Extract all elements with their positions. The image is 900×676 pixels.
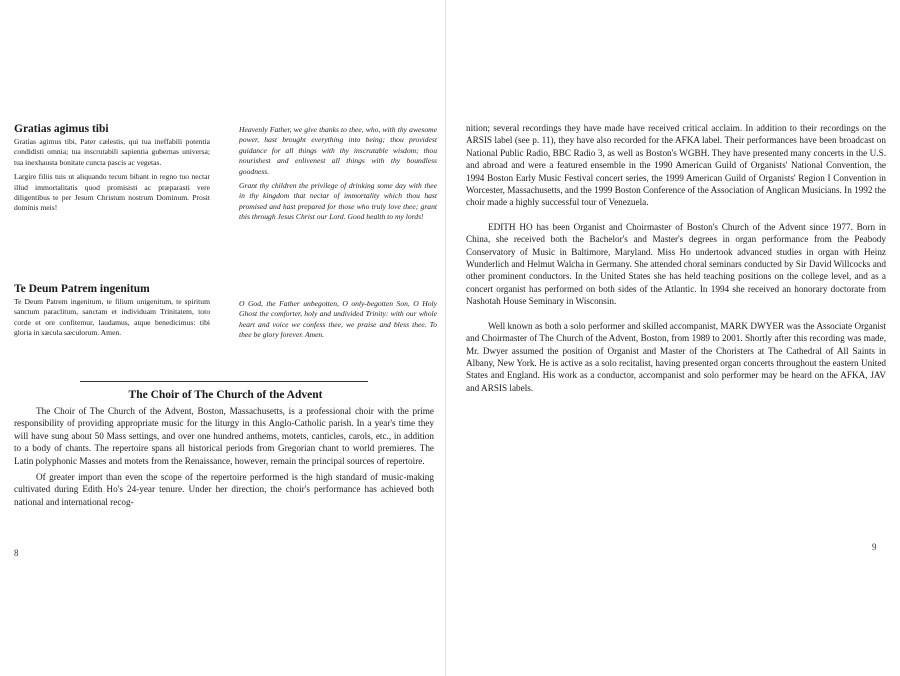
gratias-latin-text <box>14 137 210 227</box>
right-page <box>446 0 900 676</box>
gratias-latin-paragraph: Largire filiis tuis ut aliquando tecum bibant in regno tuo nectar illud immortalitatis quod promisisti ac præparasti vere diligentibus te per Jesum Christum nostrum Dominum. Prosit dominis meis! <box>14 172 210 213</box>
left-page <box>0 0 445 676</box>
te-deum-english-paragraph: O God, the Father unbegotten, O only-begotten Son, O Holy Ghost the comforter, holy and undivided Trinity: with our whole heart and voice we confess thee, we praise and bless thee. To thee be glory forever. Amen. <box>239 299 437 340</box>
choir-continuation-paragraph: nition; several recordings they have made have received critical acclaim. In addition to their recordings on the ARSIS label (see p. 11), they have also recorded for the AFKA label. Their performances have been broadcast on National Public Radio, BBC Radio 3, as well as Boston's WGBH. They have presented many concerts in the U.S. and abroad and were a featured ensemble in the 1990 American Guild of Organists' National Convention, the 1994 Boston Early Music Festival concert series, the 1999 American Guild of Organists' Region I Convention in Worcester, Massachusetts, and the 1999 Boston Conference of the Association of Anglican Musicians. In 1992 the choir made a highly successful tour of Venezuela. <box>466 123 886 208</box>
te-deum-english-translation <box>239 299 437 345</box>
gratias-section <box>14 122 437 227</box>
choir-paragraph: Of greater import than even the scope of the repertoire performed is the high standard of music-making cultivated during Edith Ho's 24-year tenure. Under her direction, the choir's performance has achieved both national and international recog- <box>14 472 434 507</box>
page-number-left: 8 <box>14 548 19 558</box>
gratias-english-paragraph: Heavenly Father, we give thanks to thee, who, with thy awesome power, hast brought everything into being; thou providest guidance for all things with thy inscrutable wisdom; thou nourishest and enlivenest all things with thy boundless goodness. <box>239 125 437 176</box>
right-page-body <box>466 122 886 406</box>
te-deum-columns <box>14 297 437 345</box>
gratias-english-translation <box>239 125 437 227</box>
te-deum-latin-text <box>14 297 210 345</box>
page-number-right: 9 <box>872 542 877 552</box>
choir-body <box>14 405 434 508</box>
te-deum-latin-paragraph: Te Deum Patrem ingenitum, te filium unigenitum, te spiritum sanctum paraclitum, sanctam et individuam Trinitatem, toto corde et ore confitemur, laudamus, atque benedicimus: tibi gloria in sæcula sæculorum. Amen. <box>14 297 210 338</box>
gratias-english-paragraph: Grant thy children the privilege of drinking some day with thee in thy kingdom that nectar of immortality which thou hast promised and hast prepared for those who truly love thee; grant this through Jesus Christ our Lord. Good health to my lords! <box>239 181 437 222</box>
gratias-latin-paragraph: Gratias agimus tibi, Pater cælestis, qui tua ineffabili potentia condidisti omnia; tua inscrutabili sapientia gubernas universa; tua inexhausta bonitate cuncta pascis ac vegetas. <box>14 137 210 167</box>
edith-ho-bio-paragraph: EDITH HO has been Organist and Choirmaster of Boston's Church of the Advent since 1977. Born in China, she received both the Bachelor's and Master's degrees in organ performance from the Peabody Conservatory of Music in Baltimore, Maryland. Miss Ho undertook advanced studies in organ with Heinz Wunderlich and Helmut Walcha in Germany. She attended choral seminars conducted by Sir David Willcocks and other prominent conductors. In the United States she has held teaching positions on the college level, and as a concert organist has performed on both sides of the Atlantic. In 1994 she received an honorary doctorate from Nashotah House Seminary in Wisconsin. <box>466 221 886 307</box>
te-deum-title: Te Deum Patrem ingenitum <box>14 283 150 295</box>
choir-paragraph: The Choir of The Church of the Advent, Boston, Massachusetts, is a professional choir with the prime responsibility of providing appropriate music for the liturgy in this Anglo-Catholic parish. In a year's time they will have sung about 50 Mass settings, and over one hundred anthems, motets, canticles, carols, etc., in addition to a body of chants. The repertoire spans all historical periods from Gregorian chant to world premieres. The Latin polyphonic Masses and motets from the Renaissance, however, remain the principal sources of repertoire. <box>14 406 434 466</box>
choir-heading: The Choir of The Church of the Advent <box>128 389 323 401</box>
gratias-columns <box>14 125 437 227</box>
mark-dwyer-bio-paragraph: Well known as both a solo performer and skilled accompanist, MARK DWYER was the Associate Organist and Choirmaster of The Church of the Advent, Boston, from 1989 to 2001. Shortly after this recording was made, Mr. Dwyer assumed the position of Organist and Master of the Choristers at The Cathedral of All Saints in Albany, New York. He is active as a solo recitalist, having presented organ concerts throughout the eastern United States and England. His work as a conductor, accompanist and solo performer may be heard on the AFKA, JAV and ARSIS labels. <box>466 320 886 393</box>
gratias-title: Gratias agimus tibi <box>14 123 109 135</box>
te-deum-section <box>14 282 437 345</box>
section-rule <box>80 381 368 382</box>
